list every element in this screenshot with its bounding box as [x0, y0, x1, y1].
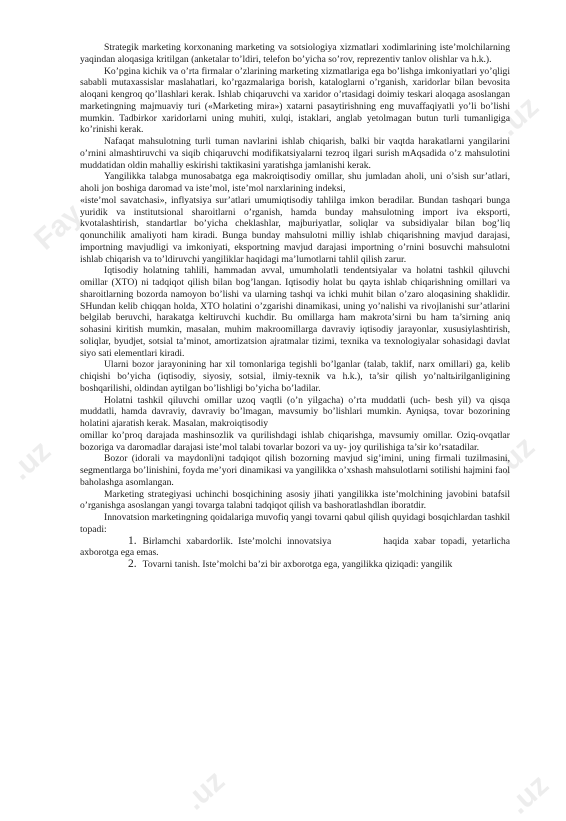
paragraph: omillar ko’proq darajada mashinsozlik va qurilishdagi ishlab chiqarishga, mavsumiy omillar. Oziq-ovqatlar bozoriga va daromadlar darajasi iste’mol talabi tovarlar bozori va uy- joy qurilishiga ta’sir ko’rsatadilar. — [80, 429, 510, 453]
paragraph: Nafaqat mahsulotning turli tuman navlarini ishlab chiqarish, balki bir vaqtda harakatlarni yangilarini o’rnini almashtiruvchi va siqib chiqaruvchi modifikatsiyalarni tezroq ilgari surish mAqsadida o’z mahsulotini muddatidan oldin mahalliy eskirishi taktikasini yaratishga jamlanishi kerak. — [80, 136, 510, 171]
list-item — [80, 559, 510, 571]
paragraph: Strategik marketing korxonaning marketing va sotsiologiya xizmatlari xodimlarining iste’molchilarning yaqindan aloqasiga kritilgan (anketalar to’ldiri, telefon bo’yicha so’rov, reprezentiv tanlov olishlar va h.k.). — [80, 42, 510, 65]
list-text: haqida xabar topadi, yetarlicha axborotga ega emas. — [80, 535, 510, 559]
paragraph: Ularni bozor jarayonining har xil tomonlariga tegishli bo’lganlar (talab, taklif, narx omillari) ga, kelib chiqishi bo’yicha (iqtisodiy, siyosiy, sotsial, ilmiy-texnik va h.k.), ta’sir qilish yo’naltьirilganligining boshqarilishi, oldindan aytilgan bo’lishligi bo’yicha bo’ladilar. — [80, 359, 510, 394]
list-item — [80, 536, 510, 560]
watermark-text: .uz — [492, 90, 546, 143]
watermark-text: .uz — [4, 434, 58, 487]
list-number: 2. — [128, 558, 137, 570]
paragraph: «iste’mol savatchasi», inflyatsiya sur’atlari umumiqtisodiy tahlilga imkon beradilar. Bundan tashqari bunga yuridik va institutsional sharoitlarni o’rganish, hamda bunday mahsulotning import iva eksporti, kvotalashtirish, standartlar bo’yicha cheklashlar, majburiyatlar, soliqlar va subsidiyalar bilan bog’liq qonunchilik amaliyoti ham kiradi. Bunga bunday mahsulotni milliy ishlab chiqarishning mavjud darajasi, importning mavjudligi va imkoniyati, eksportning mavjud darajasi importning o’rnini bosuvchi mahsulotni ishlab chiqarish va to’ldiruvchi yangiliklar haqidagi ma’lumotlarni tahlil qilish zarur. — [80, 194, 510, 265]
list-text: Birlamchi xabardorlik. Iste’molchi innovatsiya — [142, 535, 332, 547]
watermark-text: .uz — [502, 768, 556, 821]
watermark-text: .uz — [178, 764, 232, 817]
watermark-text: .uz — [488, 430, 542, 483]
watermark-text: Fay — [28, 197, 89, 257]
list-text: Tovarni tanish. Iste’molchi ba’zi bir axborotga ega, yangilikka qiziqadi: yangilik — [142, 559, 453, 570]
paragraph: Ko’pgina kichik va o’rta firmalar o’zlarining marketing xizmatlariga ega bo’lishga imkoniyatlari yo’qligi sababli mutaxassislar maslahatlari, ko’rgazmalariga borish, kataloglarni o’rganish, xaridorlar bilan bevosita aloqani kengroq qo’llashlari kerak. Ishlab chiqaruvchi va xaridor o’rtasidagi doimiy teskari aloqaga asoslangan marketingning majmuaviy turi («Marketing mira») xatarni pasaytirishning eng muvaffaqiyatli yo’li bo’lishi mumkin. Tadbirkor xaridorlarni uning muhiti, xulqi, istaklari, anglab yetolmagan butun turli tumanligiga ko’rinishi kerak. — [80, 65, 510, 136]
document-page — [80, 42, 510, 571]
list-number: 1. — [128, 534, 137, 547]
paragraph: Yangilikka talabga munosabatga ega makroiqtisodiy omillar, shu jumladan aholi, uni o’sish sur’atlari, aholi jon boshiga daromad va iste’mol, iste’mol narxlarining indeksi, — [80, 171, 510, 194]
paragraph: Marketing strategiyasi uchinchi bosqichining asosiy jihati yangilikka iste’molchining javobini batafsil o’rganishga asoslangan yangi tovarga talabni tadqiqot qilish va bashoratlashdlan iboratdir. — [80, 488, 510, 512]
paragraph: Bozor (idorali va maydonli)ni tadqiqot qilish bozorning mavjud sig’imini, uning firmali tuzilmasini, segmentlarga bo’linishini, foyda me’yori dinamikasi va yangilikka o’xshash mahsulotlarni sotilishi hajmini faol baholashga asomlangan. — [80, 453, 510, 488]
paragraph: Innovatsion marketingning qoidalariga muvofiq yangi tovarni qabul qilish quyidagi bosqichlardan tashkil topadi: — [80, 512, 510, 535]
paragraph: Iqtisodiy holatning tahlili, hammadan avval, umumholatli tendentsiyalar va holatni tashkil qiluvchi omillar (XTO) ni tadqiqot qilish bilan bog’langan. Iqtisodiy holat bu qayta ishlab chiqarishning omillari va sharoitlarning bozorda namoyon bo’lishi va ularning tashqi va ichki muhit bilan o’zaro aloqasining shaklidir. SHundan kelib chiqqan holda, XTO holatini o’zgarishi dinamikasi, uning yo’nalishi va rivojlanishi sur’atlarini belgilab beruvchi, harakatga keltiruvchi kuchdir. Bu omillarga ham makrota’sirni bu ham ta’sirning aniq sohasini kiritish mumkin, masalan, muhim makroomillarga davraviy iqtisodiy jarayonlar, xususiylashtirish, soliqlar, byudjet, sotsial ta’minot, amortizatsion ajratmalar tizimi, texnika va texnologiyalar sohasidagi davlat siyo sati elementlari kiradi. — [80, 265, 510, 359]
paragraph: Holatni tashkil qiluvchi omillar uzoq vaqtli (o’n yilgacha) o’rta muddatli (uch- besh yil) va qisqa muddatli, hamda davraviy, davraviy bo’lmagan, mavsumiy bo’lishlari mumkin. Ayniqsa, tovar bozorining holatini ajaratish kerak. Masalan, makroiqtisodiy — [80, 394, 510, 429]
